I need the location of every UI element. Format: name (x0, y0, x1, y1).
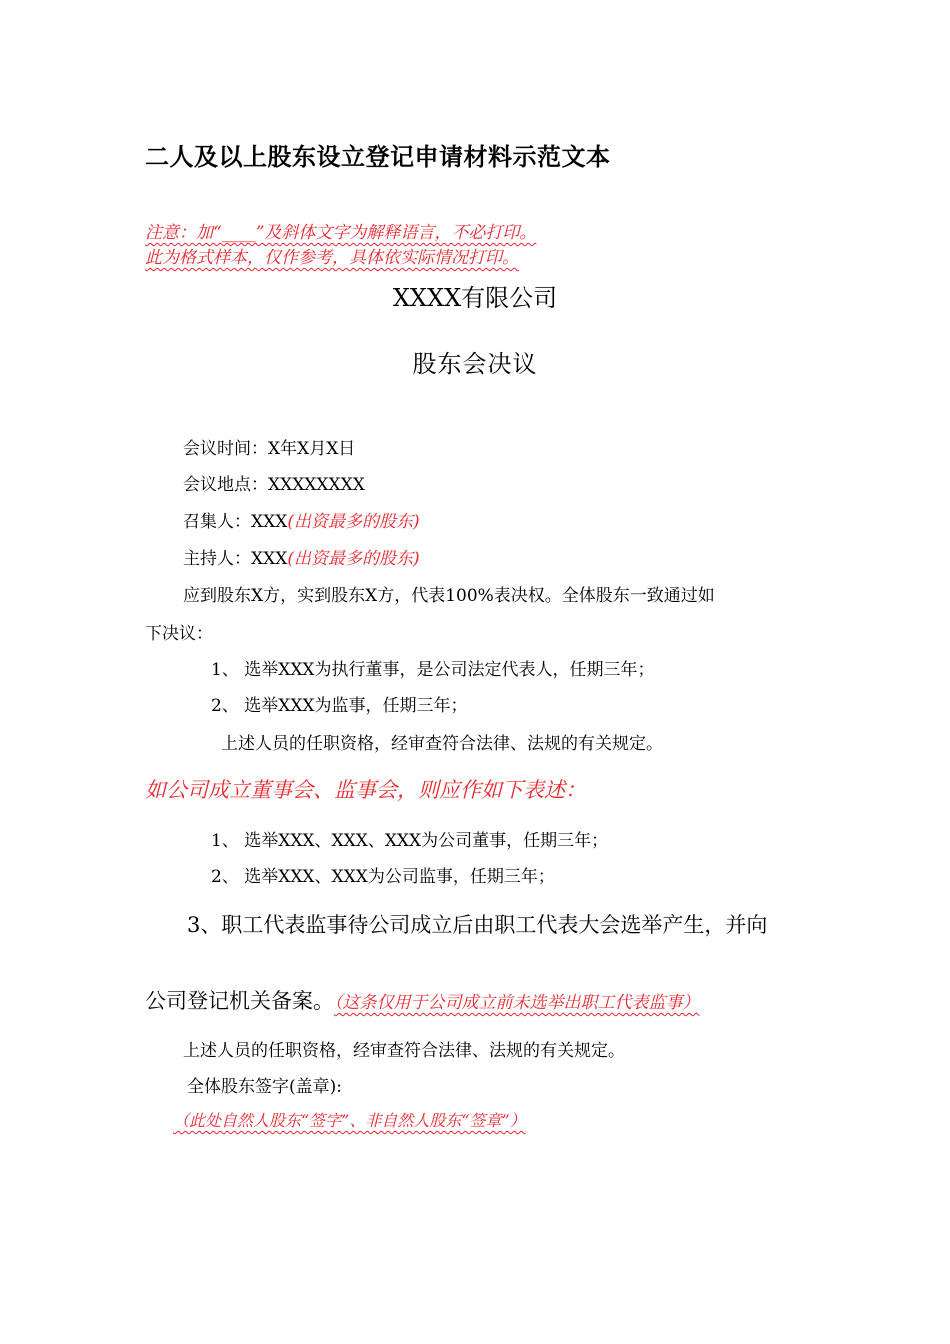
note-line-2: 此为格式样本，仅作参考，具体依实际情况打印。 (145, 248, 519, 268)
host-note: (出资最多的股东) (287, 549, 420, 569)
meeting-convener (183, 507, 420, 532)
meeting-time-value: X年X月X日 (268, 439, 356, 459)
meeting-place-value: XXXXXXXX (268, 475, 365, 495)
board-heading: 如公司成立董事会、监事会，则应作如下表述： (145, 778, 586, 802)
convener-note: (出资最多的股东) (287, 512, 420, 532)
meeting-host (183, 544, 420, 569)
board-resolution-item-2: 2、 选举XXX、XXX为公司监事，任期三年； (211, 867, 555, 887)
convener-label: 召集人： (183, 512, 251, 532)
page-title: 二人及以上股东设立登记申请材料示范文本 (145, 143, 611, 171)
employee-supervisor-line-2 (145, 985, 700, 1015)
qualification-statement: 上述人员的任职资格，经审查符合法律、法规的有关规定。 (221, 734, 663, 754)
company-name: XXXX有限公司 (392, 284, 558, 312)
qualification-statement-2: 上述人员的任职资格，经审查符合法律、法规的有关规定。 (183, 1041, 625, 1061)
employee-supervisor-line-1: 3、职工代表监事待公司成立后由职工代表大会选举产生，并向 (187, 913, 768, 937)
document-title: 股东会决议 (412, 350, 538, 378)
board-resolution-item-1: 1、 选举XXX、XXX、XXX为公司董事，任期三年； (211, 831, 609, 851)
employee-supervisor-text: 公司登记机关备案。 (145, 989, 334, 1013)
note-line-1: 注意：加“____”及斜体文字为解释语言，不必打印。 (145, 223, 537, 243)
attendance-line-2: 下决议： (145, 624, 213, 644)
resolution-item-2: 2、 选举XXX为监事，任期三年； (211, 696, 468, 716)
signature-note: （此处自然人股东“签字”、非自然人股东“签章”） (173, 1111, 526, 1130)
resolution-item-1: 1、 选举XXX为执行董事，是公司法定代表人，任期三年； (211, 660, 655, 680)
attendance-line-1: 应到股东X方，实到股东X方，代表100%表决权。全体股东一致通过如 (183, 586, 715, 606)
host-value: XXX (251, 549, 288, 569)
meeting-time (183, 434, 355, 459)
host-label: 主持人： (183, 549, 251, 569)
meeting-place (183, 470, 365, 495)
signature-label: 全体股东签字(盖章): (187, 1077, 342, 1097)
employee-supervisor-note: （这条仅用于公司成立前未选举出职工代表监事） (334, 993, 700, 1013)
meeting-place-label: 会议地点： (183, 475, 268, 495)
meeting-time-label: 会议时间： (183, 439, 268, 459)
convener-value: XXX (251, 512, 288, 532)
